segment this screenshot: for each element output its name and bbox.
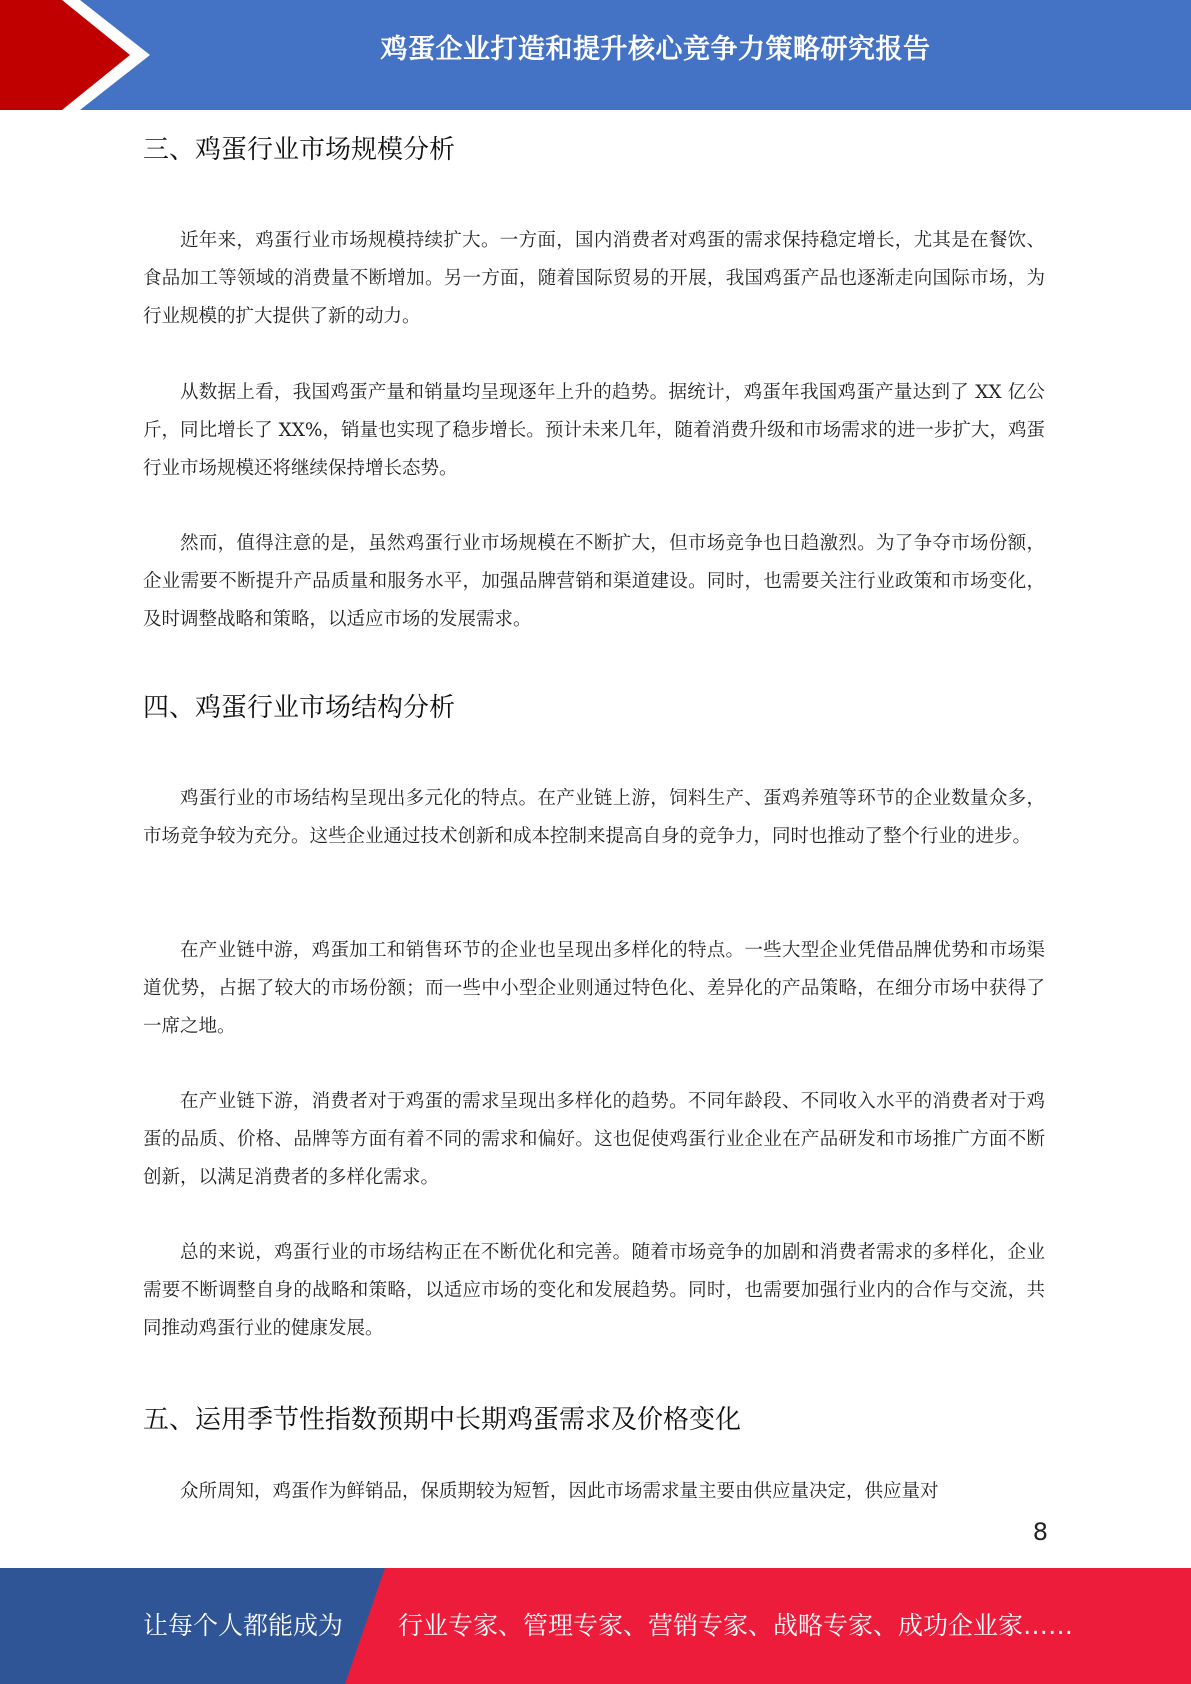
footer-slogan-left: 让每个人都能成为 [143, 1611, 344, 1640]
footer-slogan-right: 行业专家、管理专家、营销专家、战略专家、成功企业家…… [398, 1611, 1074, 1640]
header-arrow-icon [0, 0, 150, 110]
paragraph: 总的来说，鸡蛋行业的市场结构正在不断优化和完善。随着市场竞争的加剧和消费者需求的多样化，企业需要不断调整自身的战略和策略，以适应市场的变化和发展趋势。同时，也需要加强行业内的合作与交流，共同推动鸡蛋行业的健康发展。 [143, 1242, 1045, 1339]
paragraph: 从数据上看，我国鸡蛋产量和销量均呈现逐年上升的趋势。据统计，鸡蛋年我国鸡蛋产量达到了 XX 亿公斤，同比增长了 XX%，销量也实现了稳步增长。预计未来几年，随着消费升级和市场需求的进一步扩大，鸡蛋行业市场规模还将继续保持增长态势。 [143, 382, 1045, 479]
section-heading-3: 三、鸡蛋行业市场规模分析 [143, 135, 456, 165]
paragraph: 鸡蛋行业的市场结构呈现出多元化的特点。在产业链上游，饲料生产、蛋鸡养殖等环节的企业数量众多，市场竞争较为充分。这些企业通过技术创新和成本控制来提高自身的竞争力，同时也推动了整个行业的进步。 [143, 788, 1045, 847]
page-footer [0, 1568, 1191, 1684]
paragraph: 在产业链下游，消费者对于鸡蛋的需求呈现出多样化的趋势。不同年龄段、不同收入水平的消费者对于鸡蛋的品质、价格、品牌等方面有着不同的需求和偏好。这也促使鸡蛋行业企业在产品研发和市场推广方面不断创新，以满足消费者的多样化需求。 [143, 1091, 1045, 1188]
paragraph: 然而，值得注意的是，虽然鸡蛋行业市场规模在不断扩大，但市场竞争也日趋激烈。为了争夺市场份额，企业需要不断提升产品质量和服务水平，加强品牌营销和渠道建设。同时，也需要关注行业政策和市场变化，及时调整战略和策略，以适应市场的发展需求。 [143, 533, 1045, 630]
paragraph: 近年来，鸡蛋行业市场规模持续扩大。一方面，国内消费者对鸡蛋的需求保持稳定增长，尤其是在餐饮、食品加工等领域的消费量不断增加。另一方面，随着国际贸易的开展，我国鸡蛋产品也逐渐走向国际市场，为行业规模的扩大提供了新的动力。 [143, 230, 1045, 327]
section-heading-5: 五、运用季节性指数预期中长期鸡蛋需求及价格变化 [143, 1405, 742, 1435]
page-header [0, 0, 1191, 110]
section-heading-4: 四、鸡蛋行业市场结构分析 [143, 693, 456, 723]
report-title: 鸡蛋企业打造和提升核心竞争力策略研究报告 [380, 34, 931, 65]
page-number: 8 [1032, 1518, 1048, 1546]
paragraph: 在产业链中游，鸡蛋加工和销售环节的企业也呈现出多样化的特点。一些大型企业凭借品牌优势和市场渠道优势，占据了较大的市场份额；而一些中小型企业则通过特色化、差异化的产品策略，在细分市场中获得了一席之地。 [143, 940, 1045, 1037]
paragraph: 众所周知，鸡蛋作为鲜销品，保质期较为短暂，因此市场需求量主要由供应量决定，供应量对 [180, 1481, 939, 1502]
